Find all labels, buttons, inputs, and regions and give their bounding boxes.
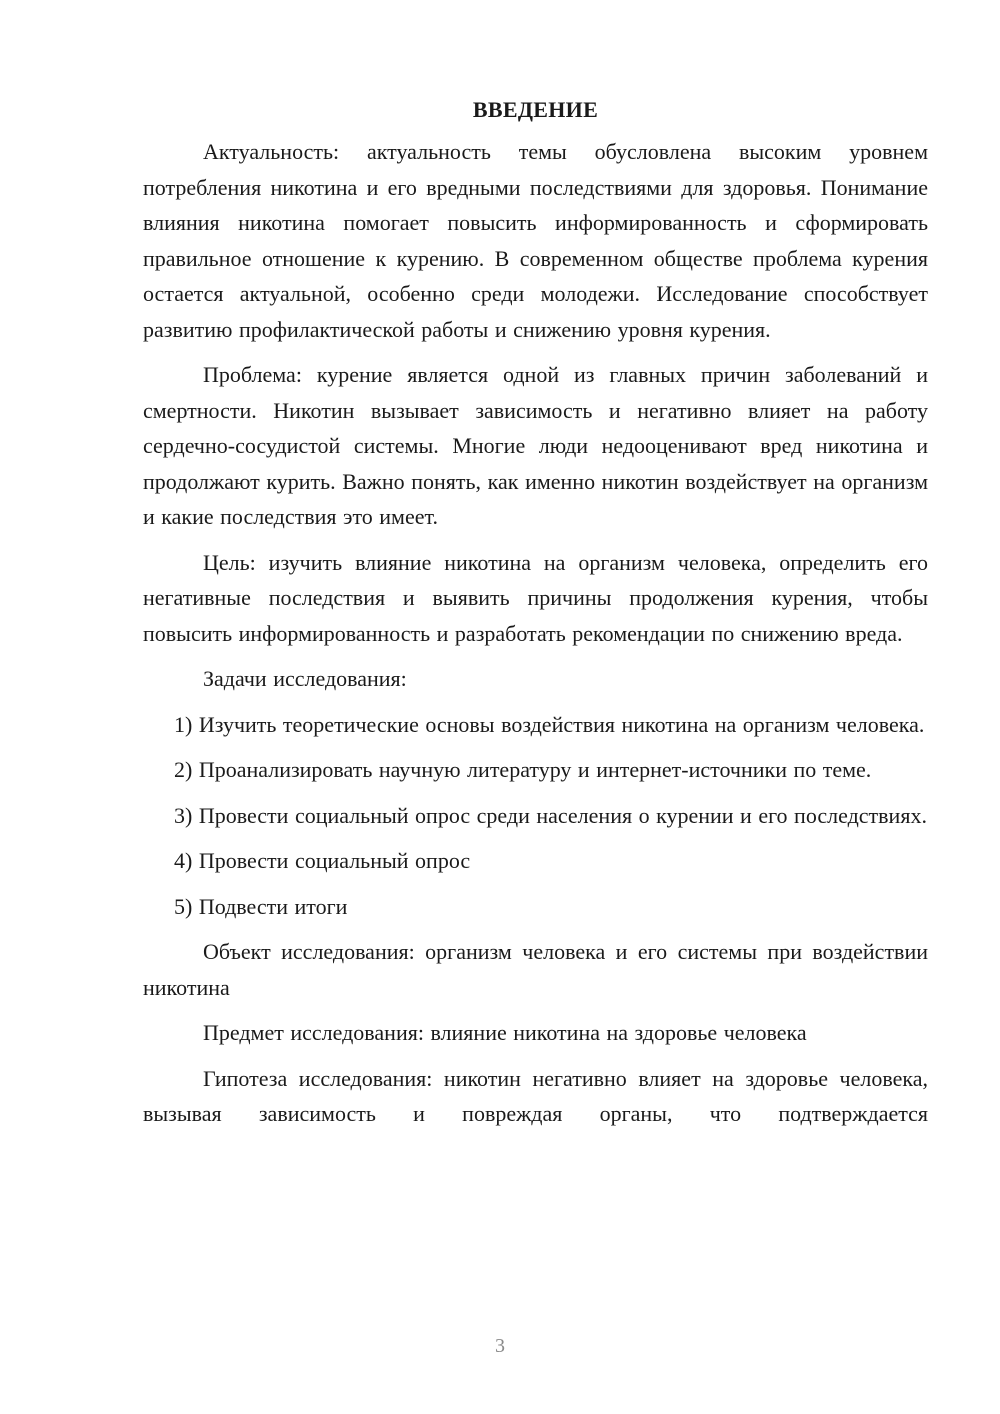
task-item-4: 4) Провести социальный опрос [174, 848, 471, 873]
paragraph-goal: Цель: изучить влияние никотина на организм человека, определить его негативные последствия и выявить причины продолжения курения, чтобы повысить информированность и разработать рекомендации по снижению вреда. [143, 549, 928, 646]
task-item-1: 1) Изучить теоретические основы воздействия никотина на организм человека. [174, 711, 925, 737]
paragraph-problem: Проблема: курение является одной из главных причин заболеваний и смертности. Никотин вызывает зависимость и негативно влияет на работу сердечно-сосудистой системы. Многие люди недооценивают вред никотина и продолжают курить. Важно понять, как именно никотин воздействует на организм и какие последствия это имеет. [143, 362, 928, 529]
paragraph-object: Объект исследования: организм человека и его системы при воздействии никотина [143, 939, 928, 1000]
paragraph-hypothesis: Гипотеза исследования: никотин негативно влияет на здоровье человека, вызывая зависимость и повреждая органы, что подтверждается [143, 1065, 928, 1126]
paragraph-subject: Предмет исследования: влияние никотина на здоровье человека [203, 1020, 807, 1045]
section-title: ВВЕДЕНИЕ [472, 97, 599, 122]
task-item-5: 5) Подвести итоги [174, 893, 348, 919]
paragraph-tasks-heading: Задачи исследования: [203, 666, 407, 691]
task-item-3: 3) Провести социальный опрос среди населения о курении и его последствиях. [174, 802, 927, 828]
page-number: 3 [495, 1335, 505, 1357]
task-item-2: 2) Проанализировать научную литературу и интернет-источники по теме. [174, 757, 872, 782]
page-content [143, 92, 928, 1142]
paragraph-relevance: Актуальность: актуальность темы обусловлена высоким уровнем потребления никотина и его вредными последствиями для здоровья. Понимание влияния никотина помогает повысить информированность и сформировать правильное отношение к курению. В современном обществе проблема курения остается актуальной, особенно среди молодежи. Исследование способствует развитию профилактической работы и снижению уровня курения. [143, 139, 928, 342]
